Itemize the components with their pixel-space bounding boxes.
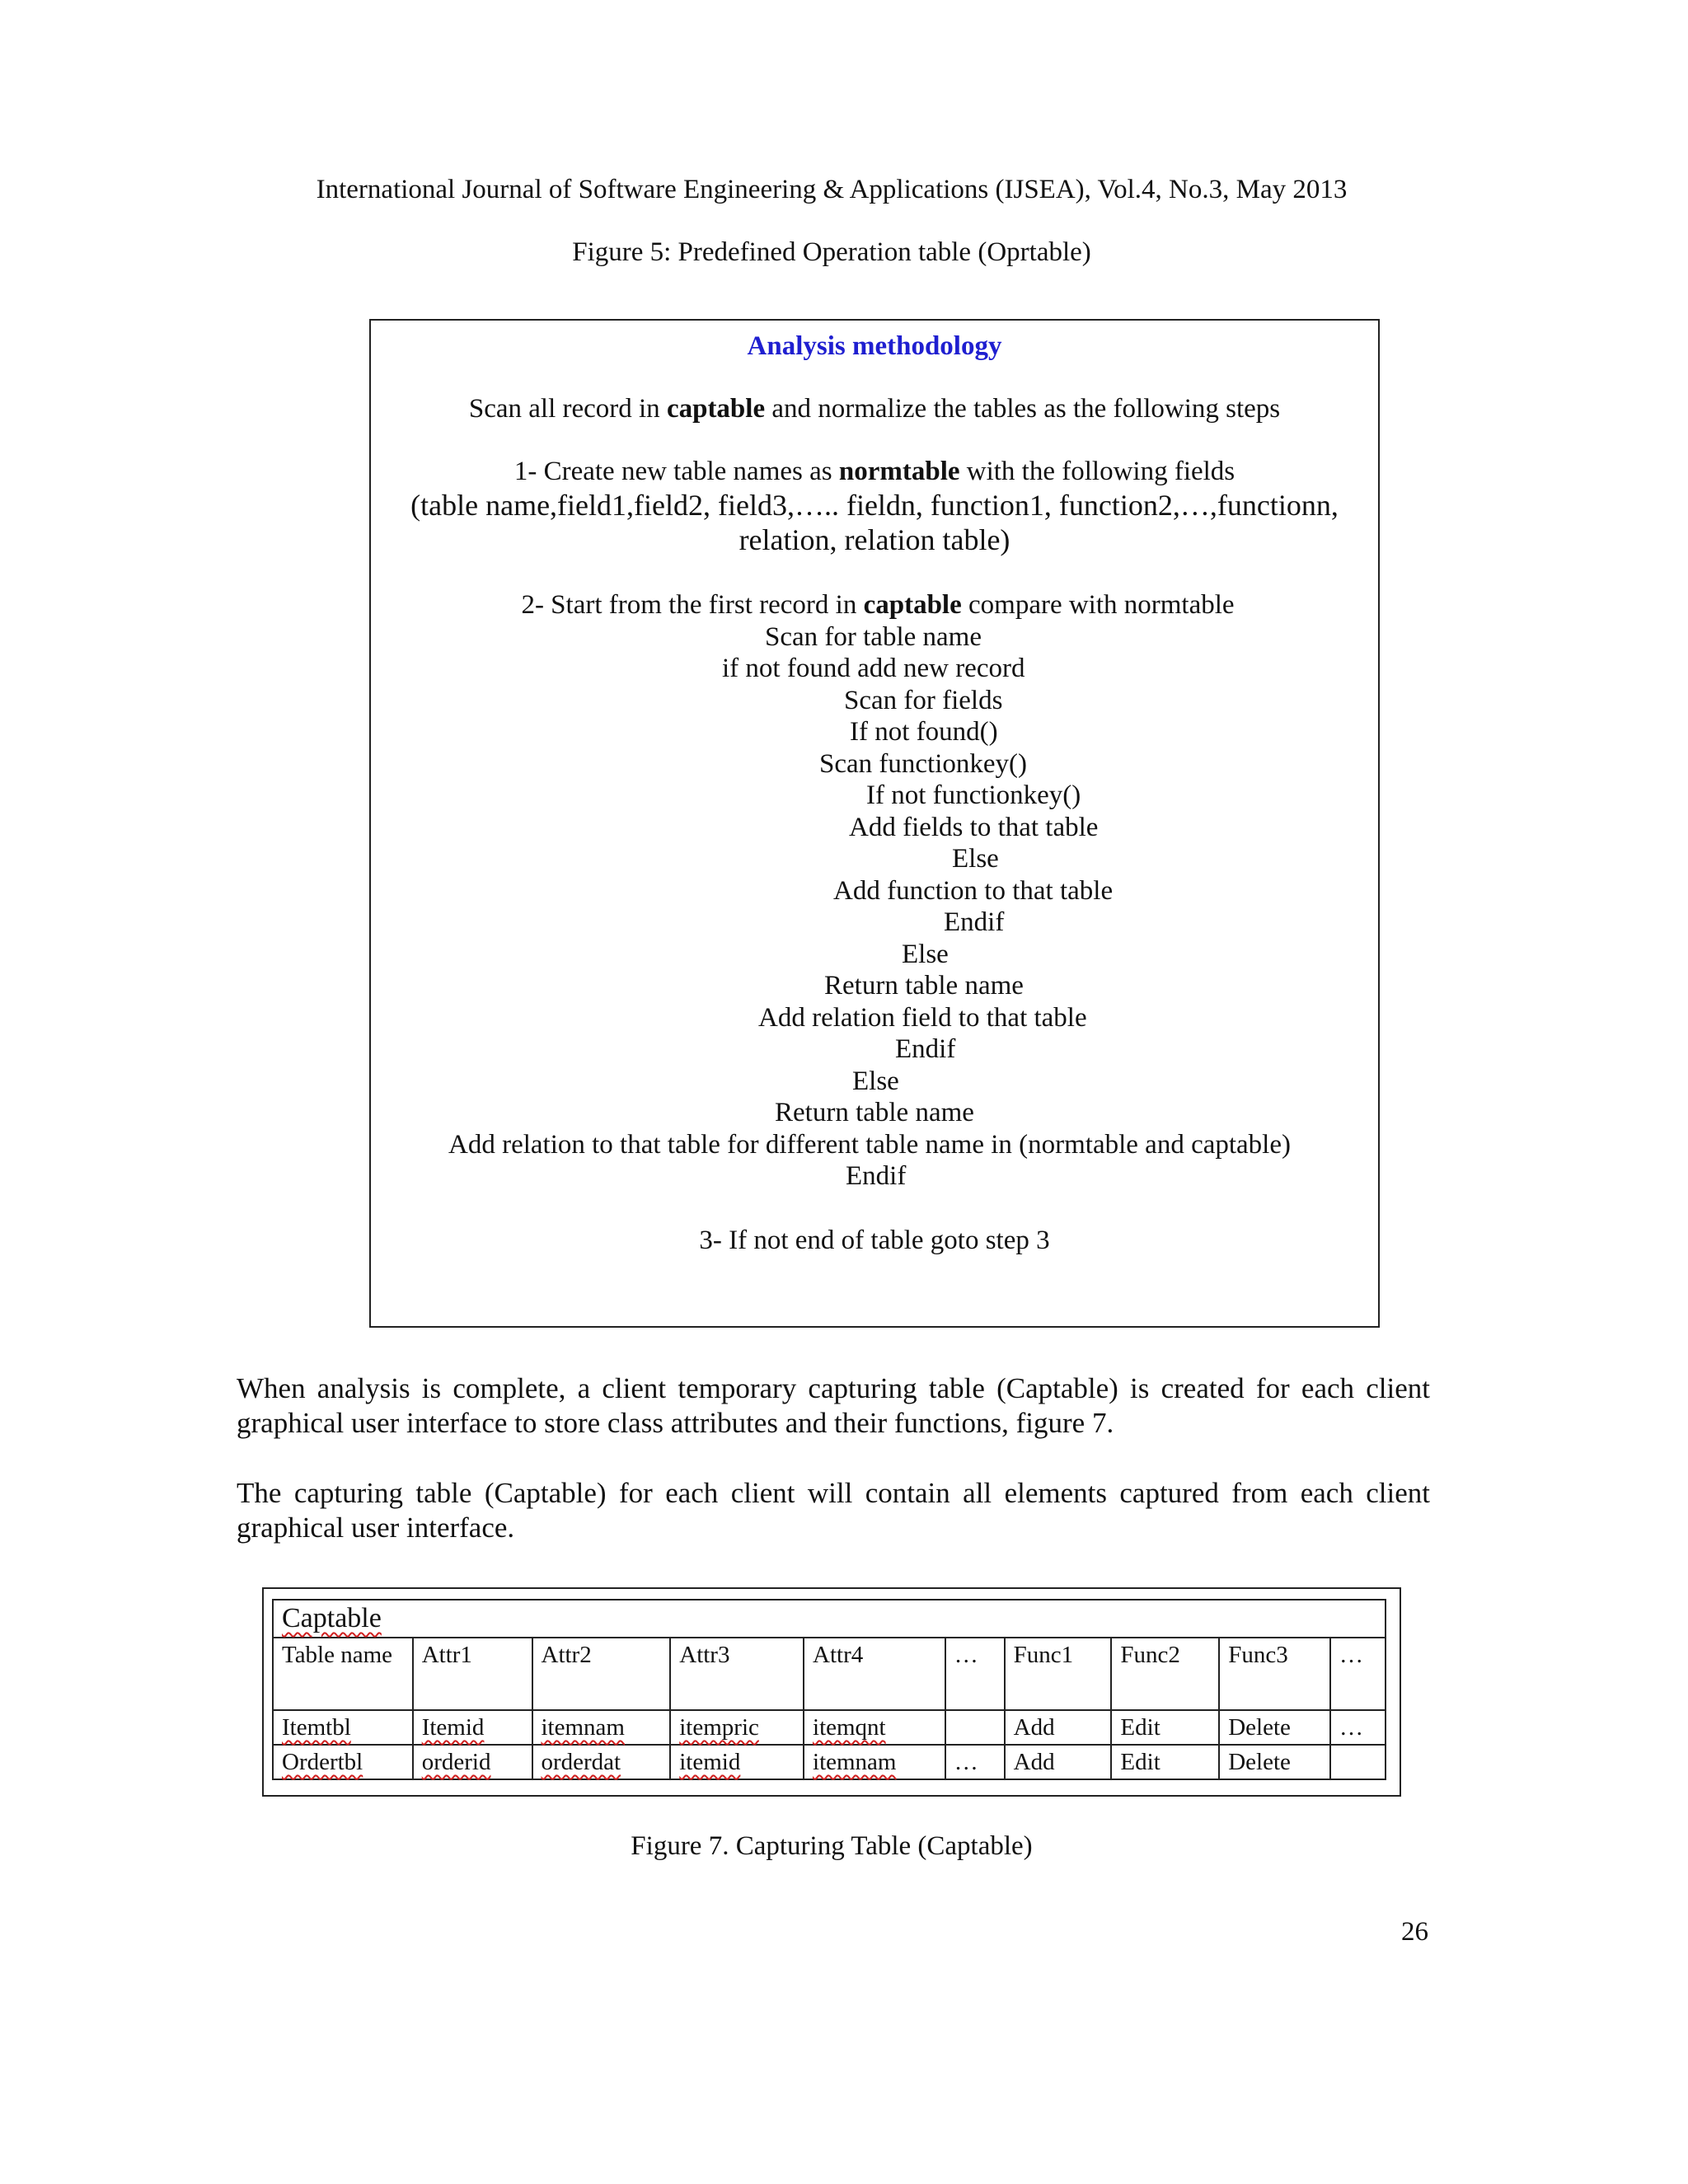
- page-number: 26: [1401, 1917, 1428, 1947]
- table-cell: Itemtbl: [282, 1714, 351, 1741]
- intro-text-end: and normalize the tables as the following steps: [765, 394, 1281, 424]
- table-cell: orderdat: [541, 1749, 621, 1775]
- table-cell: …: [945, 1745, 1005, 1779]
- header-cell: Attr1: [413, 1638, 532, 1710]
- body-paragraph-2: The capturing table (Captable) for each client will contain all elements captured from each client graphical user interface.: [237, 1477, 1430, 1544]
- table-row: [273, 1745, 1386, 1779]
- header-cell: Attr2: [532, 1638, 671, 1710]
- pseudo-line: Scan functionkey(): [819, 749, 1027, 779]
- pseudo-line: Endif: [895, 1034, 956, 1064]
- header-cell: …: [1330, 1638, 1386, 1710]
- table-cell: Ordertbl: [282, 1749, 363, 1775]
- header-cell: Func2: [1111, 1638, 1219, 1710]
- table-cell: Delete: [1219, 1745, 1330, 1779]
- table-cell: Delete: [1219, 1710, 1330, 1745]
- captable-title: Captable: [282, 1603, 382, 1633]
- pseudo-line: Endif: [944, 907, 1005, 937]
- table-cell: Itemid: [421, 1714, 485, 1741]
- pseudo-line: Scan for fields: [844, 686, 1003, 715]
- step2-text: 2- Start from the first record in: [521, 590, 864, 620]
- table-cell: Edit: [1111, 1710, 1219, 1745]
- intro-text: Scan all record in: [468, 394, 667, 424]
- pseudo-line: Else: [852, 1066, 899, 1096]
- table-cell: [945, 1710, 1005, 1745]
- header-cell: Func3: [1219, 1638, 1330, 1710]
- table-cell: Add: [1005, 1745, 1112, 1779]
- header-cell: …: [945, 1638, 1005, 1710]
- pseudo-line: If not found(): [850, 717, 998, 747]
- intro-bold: captable: [666, 394, 766, 424]
- table-cell: itemnam: [813, 1749, 897, 1775]
- box-intro: [369, 394, 1380, 424]
- captable-table: [272, 1599, 1386, 1780]
- figure-7-caption: Figure 7. Capturing Table (Captable): [631, 1831, 1033, 1861]
- table-cell: orderid: [421, 1749, 491, 1775]
- fields-line-2: relation, relation table): [738, 523, 1010, 556]
- pseudo-line: if not found add new record: [722, 654, 1025, 683]
- step2-bold: captable: [863, 590, 962, 620]
- step1-bold: normtable: [838, 457, 960, 486]
- table-cell: …: [1330, 1710, 1386, 1745]
- pseudo-line: Return table name: [775, 1098, 974, 1127]
- table-cell: Edit: [1111, 1745, 1219, 1779]
- pseudo-line: Else: [952, 844, 999, 874]
- step1-text: 1- Create new table names as: [513, 457, 839, 486]
- pseudo-line: Else: [902, 940, 949, 969]
- pseudo-line: Add relation to that table for different table name in (normtable and captable): [448, 1130, 1291, 1160]
- step-2: [373, 590, 1383, 621]
- table-cell: [1330, 1745, 1386, 1779]
- table-cell: itemid: [679, 1749, 741, 1775]
- captable-title-row: [273, 1600, 1386, 1638]
- header-cell: Table name: [273, 1638, 413, 1710]
- table-header-row: [273, 1638, 1386, 1710]
- header-cell: Attr4: [804, 1638, 945, 1710]
- journal-header: International Journal of Software Engineering & Applications (IJSEA), Vol.4, No.3, May 2013: [316, 175, 1348, 204]
- step2-text-end: compare with normtable: [961, 590, 1235, 620]
- header-cell: Attr3: [670, 1638, 804, 1710]
- fields-line-1: (table name,field1,field2, field3,….. fieldn, function1, function2,…,functionn,: [410, 489, 1339, 522]
- step-1: [369, 457, 1380, 487]
- table-cell: itempric: [679, 1714, 759, 1741]
- pseudo-line: If not functionkey(): [866, 780, 1081, 810]
- pseudo-line: Scan for table name: [765, 622, 982, 652]
- figure-5-caption: Figure 5: Predefined Operation table (Oprtable): [572, 237, 1091, 267]
- body-paragraph-1: When analysis is complete, a client temporary capturing table (Captable) is created for each client graphical user interface to store class attributes and their functions, figure 7.: [237, 1372, 1430, 1439]
- table-cell: itemnam: [541, 1714, 625, 1741]
- step-3: 3- If not end of table goto step 3: [699, 1226, 1050, 1255]
- table-cell: itemqnt: [813, 1714, 886, 1741]
- step1-text-end: with the following fields: [959, 457, 1236, 486]
- pseudo-line: Add fields to that table: [849, 813, 1099, 842]
- pseudo-line: Return table name: [824, 971, 1024, 1001]
- pseudo-line: Endif: [846, 1161, 907, 1191]
- pseudo-line: Add function to that table: [833, 876, 1114, 906]
- table-cell: Add: [1005, 1710, 1112, 1745]
- pseudo-line: Add relation field to that table: [758, 1003, 1087, 1033]
- box-title: Analysis methodology: [747, 331, 1002, 361]
- table-row: [273, 1710, 1386, 1745]
- header-cell: Func1: [1005, 1638, 1112, 1710]
